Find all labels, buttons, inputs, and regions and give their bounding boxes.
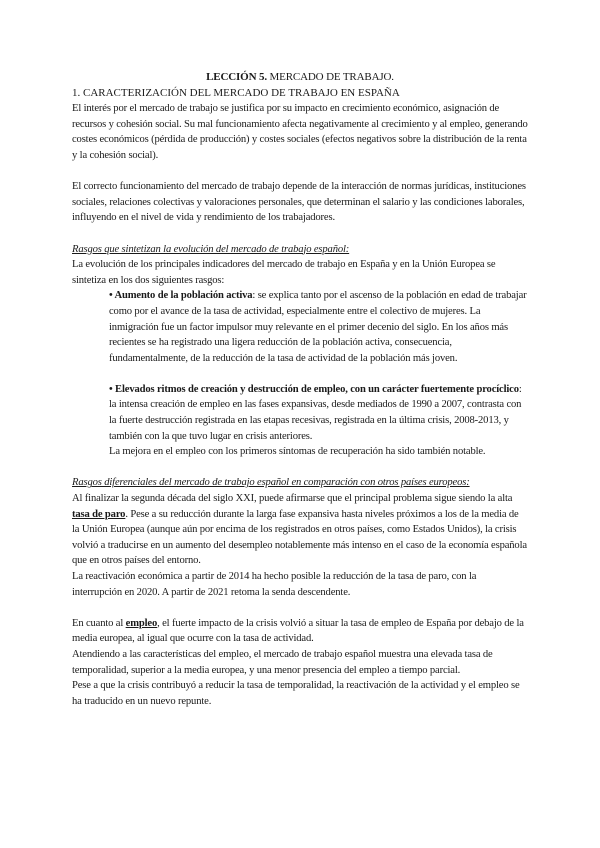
paragraph-intro: El interés por el mercado de trabajo se justifica por su impacto en crecimiento económico, asignación de recursos y cohesión social. Su mal funcionamiento afecta negativamente al crecimiento y al empleo, generando costes económicos (pérdida de producción) y costes sociales (efectos negativos sobre la distribución de la renta y la cohesión social). [72,103,528,161]
spacer [72,366,528,382]
document-content [72,70,528,709]
keyword-unemployment-rate: tasa de paro [72,508,126,520]
bullet-active-population-body: : se explica tanto por el ascenso de la población en edad de trabajar como por el avance de la tasa de actividad, especialmente entre el colectivo de mujeres. La inmigración fue un factor impulsor muy relevante en el primer decenio del siglo. En los años más recientes se ha registrado una ligera reducción de la población activa, consecuencia, fundamentalmente, de la reducción de la tasa de actividad de la población más joven. [109,290,527,364]
paragraph-functioning: El correcto funcionamiento del mercado de trabajo depende de la interacción de normas jurídicas, instituciones sociales, relaciones colectivas y valoraciones personales, que determinan el salario y las condiciones laborales, influyendo en el nivel de vida y rendimiento de los trabajadores. [72,181,526,224]
lesson-title-rest: MERCADO DE TRABAJO. [266,71,394,83]
section-title: 1. CARACTERIZACIÓN DEL MERCADO DE TRABAJO EN ESPAÑA [72,86,400,99]
paragraph-unemployment-a: Al finalizar la segunda década del siglo XXI, puede afirmarse que el principal problema sigue siendo la alta [72,493,513,505]
paragraph-employment [72,616,528,647]
bullet-active-population-title: • Aumento de la población activa [109,290,253,302]
heading-differential: Rasgos diferenciales del mercado de trabajo español en comparación con otros países europeos: [72,477,470,489]
spacer [72,164,528,180]
paragraph-unemployment [72,491,528,569]
bullet-active-population [72,288,528,366]
lesson-title [72,70,528,86]
bullet-employment-cycles-extra: La mejora en el empleo con los primeros síntomas de recuperación ha sido también notable. [109,446,486,458]
paragraph-evolution: La evolución de los principales indicadores del mercado de trabajo en España y en la Unión Europea se sintetiza en los dos siguientes rasgos: [72,259,496,286]
paragraph-rebound: Pese a que la crisis contribuyó a reducir la tasa de temporalidad, la reactivación de la actividad y el empleo se ha traducido en un nuevo repunte. [72,680,520,707]
paragraph-reactivation: La reactivación económica a partir de 2014 ha hecho posible la reducción de la tasa de paro, con la interrupción en 2020. A partir de 2021 retoma la senda descendente. [72,571,477,598]
bullet-employment-cycles [72,382,528,460]
spacer [72,226,528,242]
paragraph-employment-b: , el fuerte impacto de la crisis volvió a situar la tasa de empleo de España por debajo de la media europea, al igual que ocurre con la tasa de actividad. [72,617,524,645]
bullet-active-population-text [109,288,528,366]
bullet-employment-cycles-body: : la intensa creación de empleo en las fases expansivas, desde mediados de 1990 a 2007, contrasta con la fuerte destrucción registrada en las etapas recesivas, registrada en la última crisis, 2008-2013, y también con la que tuvo lugar en crisis anteriores. [109,383,522,442]
paragraph-temporality: Atendiendo a las características del empleo, el mercado de trabajo español muestra una elevada tasa de temporalidad, superior a la media europea, y una menor presencia del empleo a tiempo parcial. [72,648,493,676]
paragraph-unemployment-b: . Pese a su reducción durante la larga fase expansiva hasta niveles próximos a los de la media de la Unión Europea (aunque aún por encima de los registrados en otros países, como Estados Unidos), la crisis volvió a traducirse en un aumento del desempleo notablemente más intenso en el caso de la economía española que en otros países del entorno. [72,508,527,567]
bullet-employment-cycles-text [109,382,528,444]
keyword-employment: empleo [125,617,158,629]
heading-evolution: Rasgos que sintetizan la evolución del mercado de trabajo español: [72,243,350,255]
bullet-employment-cycles-title: • Elevados ritmos de creación y destrucción de empleo, con un carácter fuertemente procíclico [109,383,519,395]
spacer [72,600,528,616]
paragraph-employment-a: En cuanto al [72,617,126,629]
spacer [72,460,528,476]
lesson-title-bold: LECCIÓN 5. [206,71,267,83]
